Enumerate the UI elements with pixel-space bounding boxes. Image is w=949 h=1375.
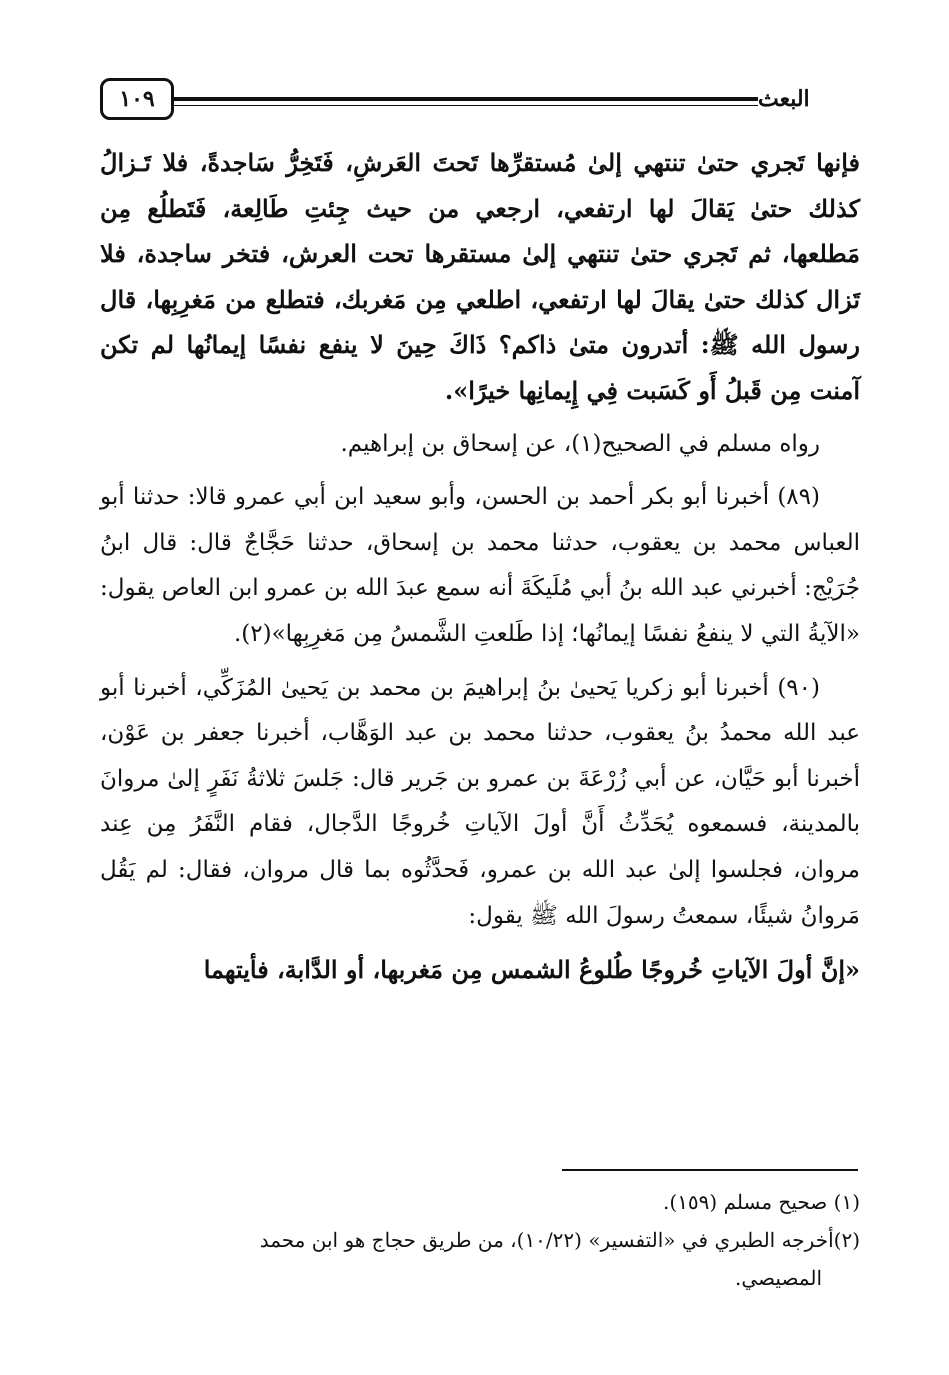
footnote-separator (562, 1169, 858, 1171)
footnote-2: (٢)أخرجه الطبري في «التفسير» (١٠/٢٢)، من طريق حجاج هو ابن محمد (259, 1228, 860, 1252)
paragraph-hadith-continuation: فإنها تَجري حتىٰ تنتهي إلىٰ مُستقرِّها تَحتَ العَرشِ، فَتَخِرُّ سَاجدةً، فلا تَـزالُ كذلك حتىٰ يَقالَ لها ارتفعي، ارجعي من حيث جِئتِ طَالِعة، فَتَطلُع مِن مَطلعها، ثم تَجري حتىٰ تنتهي إلىٰ مستقرها تحت العرش، فتخر ساجدة، فلا تَزال كذلك حتىٰ يقالَ لها ارتفعي، اطلعي مِن مَغربك، فتطلع من مَغرِبِها، قال رسول الله ﷺ: أتدرون متىٰ ذاكم؟ ذَاكَ حِينَ لا ينفع نفسًا إيمانُها لم تكن آمنت مِن قَبلُ أَو كَسَبت فِي إِيمانِها خيرًا». (100, 148, 860, 405)
footnote-2-continuation: المصيصي. (735, 1266, 822, 1290)
main-text (100, 140, 860, 993)
header-rule-thin (174, 105, 758, 106)
page-header (100, 78, 858, 128)
page-number: ١٠٩ (119, 86, 155, 112)
paragraph-hadith-89: (٨٩) أخبرنا أبو بكر أحمد بن الحسن، وأبو سعيد ابن أبي عمرو قالا: حدثنا أبو العباس محمد بن يعقوب، حدثنا محمد بن إسحاق، حدثنا حَجَّاجٌ قال: قال ابنُ جُرَيْج: أخبرني عبد الله بنُ أبي مُلَيكَةَ أنه سمع عبدَ الله بن عمرو ابن العاص يقول: «الآيةُ التي لا ينفعُ نفسًا إيمانُها؛ إذا طَلعتِ الشَّمسُ مِن مَغرِبِها»(٢). (100, 484, 860, 647)
footnotes (100, 1183, 860, 1297)
page-number-box (100, 78, 174, 120)
header-rule-thick (174, 97, 758, 101)
paragraph-hadith-quote: «إنَّ أولَ الآياتِ خُروجًا طُلوعُ الشمس مِن مَغربها، أو الدَّابة، فأيتهما (203, 955, 860, 985)
footnote-1: (١) صحيح مسلم (١٥٩). (663, 1190, 860, 1214)
running-title: البعث (758, 86, 810, 112)
paragraph-narration-source: رواه مسلم في الصحيح(١)، عن إسحاق بن إبراهيم. (340, 430, 820, 457)
paragraph-hadith-90: (٩٠) أخبرنا أبو زكريا يَحيىٰ بنُ إبراهيمَ بن محمد بن يَحيىٰ المُزَكِّي، أخبرنا أبو عبد الله محمدُ بنُ يعقوب، حدثنا محمد بن عبد الوَهَّاب، أخبرنا جعفر بن عَوْن، أخبرنا أبو حَيَّان، عن أبي زُرْعَةَ بن عمرو بن جَرير قال: جَلسَ ثلاثةُ نَفَرٍ إلىٰ مروانَ بالمدينة، فسمعوه يُحَدِّثُ أَنَّ أولَ الآياتِ خُروجًا الدَّجال، فقام النَّفَرُ مِن عِند مروان، فجلسوا إلىٰ عبد الله بن عمرو، فَحدَّثُوه بما قال مروان، فقال: لم يَقُل مَروانُ شيئًا، سمعتُ رسولَ الله ﷺ يقول: (100, 674, 860, 929)
